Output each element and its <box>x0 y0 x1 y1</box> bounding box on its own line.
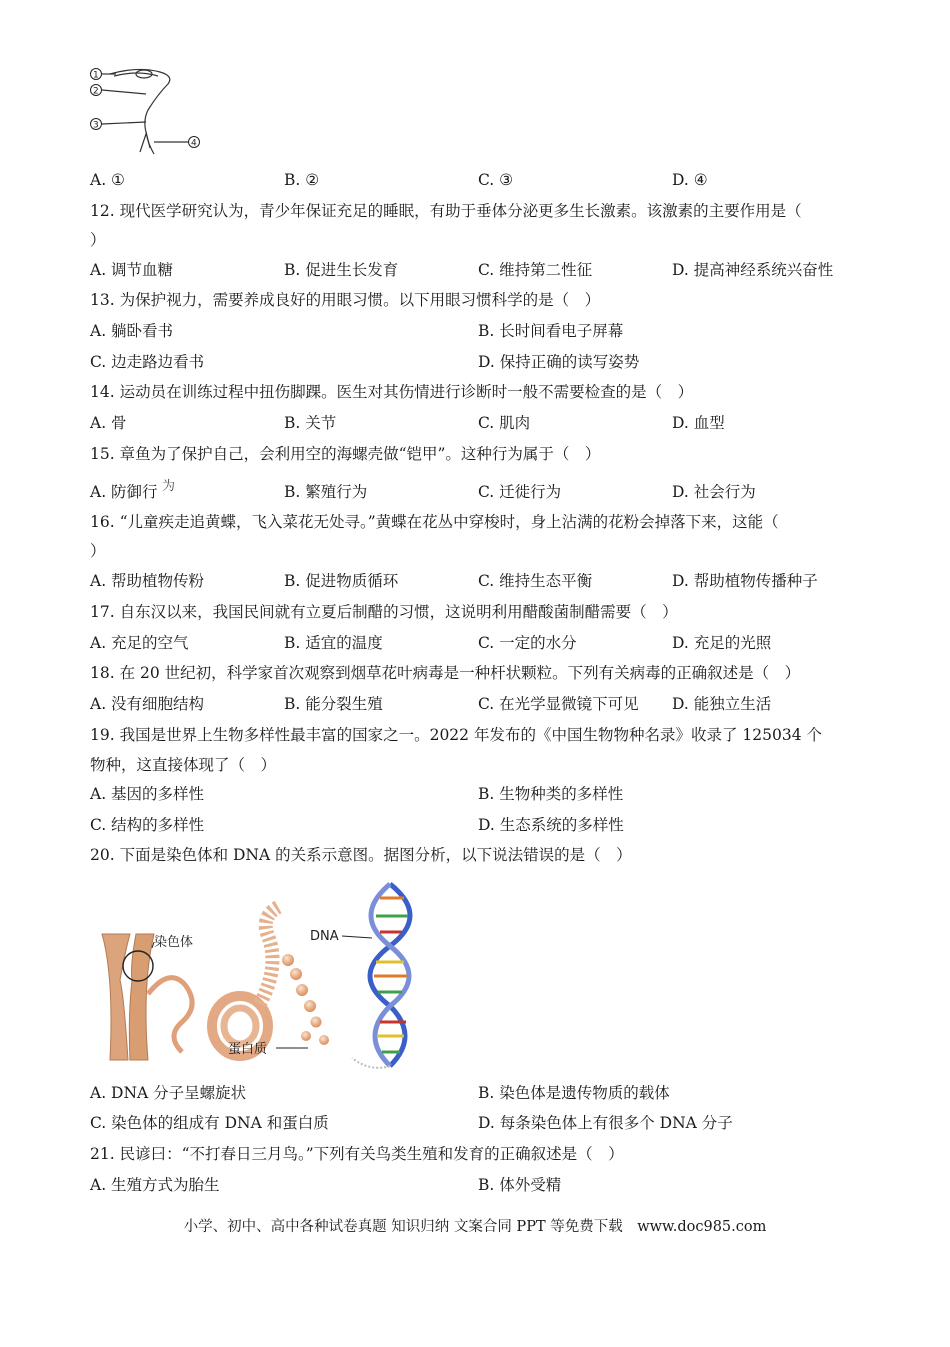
q13-option-b[interactable]: B. 长时间看电子屏幕 <box>478 322 624 340</box>
q13-option-a[interactable]: A. 躺卧看书 <box>90 322 174 340</box>
q20-option-c[interactable]: C. 染色体的组成有 DNA 和蛋白质 <box>90 1114 329 1132</box>
figure-label-4: 4 <box>191 138 197 149</box>
q18-option-c[interactable]: C. 在光学显微镜下可见 <box>478 695 639 713</box>
q16-option-d[interactable]: D. 帮助植物传播种子 <box>672 572 818 590</box>
q20-option-a[interactable]: A. DNA 分子呈螺旋状 <box>90 1084 247 1102</box>
q18-stem: 18. 在 20 世纪初，科学家首次观察到烟草花叶病毒是一种杆状颗粒。下列有关病毒的正确叙述是（ ） <box>90 664 801 682</box>
q12-option-b[interactable]: B. 促进生长发育 <box>284 261 399 279</box>
chromosome-label: 染色体 <box>154 935 194 950</box>
q14-option-c[interactable]: C. 肌肉 <box>478 414 531 432</box>
q14-option-d[interactable]: D. 血型 <box>672 414 725 432</box>
q14-stem: 14. 运动员在训练过程中扭伤脚踝。医生对其伤情进行诊断时一般不需要检查的是（ ） <box>90 383 694 401</box>
q19-option-d[interactable]: D. 生态系统的多样性 <box>478 816 624 834</box>
figure-label-3: 3 <box>93 120 99 131</box>
dna-label: DNA <box>310 929 339 944</box>
q20-stem: 20. 下面是染色体和 DNA 的关系示意图。据图分析，以下说法错误的是（ ） <box>90 846 632 864</box>
q19-option-c[interactable]: C. 结构的多样性 <box>90 816 205 834</box>
figure-label-2: 2 <box>93 86 99 97</box>
q12-stem-cont: ） <box>90 231 106 249</box>
q12-stem: 12. 现代医学研究认为，青少年保证充足的睡眠，有助于垂体分泌更多生长激素。该激素的主要作用是（ <box>90 202 802 220</box>
q11-option-c[interactable]: C. ③ <box>478 171 514 189</box>
q14-option-b[interactable]: B. 关节 <box>284 414 337 432</box>
q20-option-b[interactable]: B. 染色体是遗传物质的载体 <box>478 1084 670 1102</box>
q16-stem-cont: ） <box>90 542 106 560</box>
q13-stem: 13. 为保护视力，需要养成良好的用眼习惯。以下用眼习惯科学的是（ ） <box>90 291 601 309</box>
protein-label: 蛋白质 <box>228 1042 268 1057</box>
q17-stem: 17. 自东汉以来，我国民间就有立夏后制醋的习惯，这说明利用醋酸菌制醋需要（ ） <box>90 603 678 621</box>
q18-option-d[interactable]: D. 能独立生活 <box>672 695 772 713</box>
q17-option-c[interactable]: C. 一定的水分 <box>478 634 577 652</box>
q18-option-a[interactable]: A. 没有细胞结构 <box>90 695 205 713</box>
nucleosome-beads <box>282 954 329 1045</box>
q20-option-d[interactable]: D. 每条染色体上有很多个 DNA 分子 <box>478 1114 733 1132</box>
coiled-fiber <box>148 906 280 1056</box>
q15-stem: 15. 章鱼为了保护自己，会利用空的海螺壳做“铠甲”。这种行为属于（ ） <box>90 445 601 463</box>
chromosome-dna-figure <box>90 876 440 1076</box>
q11-option-a[interactable]: A. ① <box>90 171 125 189</box>
q21-option-b[interactable]: B. 体外受精 <box>478 1176 562 1194</box>
q16-option-a[interactable]: A. 帮助植物传粉 <box>90 572 205 590</box>
q16-stem: 16. “儿童疾走追黄蝶，飞入菜花无处寻。”黄蝶在花丛中穿梭时，身上沾满的花粉会掉落下来，这能（ <box>90 513 779 531</box>
q13-option-c[interactable]: C. 边走路边看书 <box>90 353 205 371</box>
q19-option-a[interactable]: A. 基因的多样性 <box>90 785 205 803</box>
q15-option-d[interactable]: D. 社会行为 <box>672 483 756 501</box>
q16-option-b[interactable]: B. 促进物质循环 <box>284 572 399 590</box>
chromosome-shape <box>102 934 154 1060</box>
q19-stem: 19. 我国是世界上生物多样性最丰富的国家之一。2022 年发布的《中国生物物种名录》收录了 125034 个 <box>90 726 822 744</box>
q12-option-c[interactable]: C. 维持第二性征 <box>478 261 593 279</box>
q15-option-a[interactable]: A. 防御行 <box>90 483 158 501</box>
dna-helix <box>352 884 410 1068</box>
q17-option-d[interactable]: D. 充足的光照 <box>672 634 772 652</box>
q15-option-b[interactable]: B. 繁殖行为 <box>284 483 368 501</box>
q13-option-d[interactable]: D. 保持正确的读写姿势 <box>478 353 640 371</box>
q12-option-a[interactable]: A. 调节血糖 <box>90 261 174 279</box>
q12-option-d[interactable]: D. 提高神经系统兴奋性 <box>672 261 834 279</box>
q19-option-b[interactable]: B. 生物种类的多样性 <box>478 785 624 803</box>
figure-label-1: 1 <box>93 70 99 81</box>
page-footer: 小学、初中、高中各种试卷真题 知识归纳 文案合同 PPT 等免费下载 www.doc985.com <box>183 1219 767 1235</box>
q21-option-a[interactable]: A. 生殖方式为胎生 <box>90 1176 220 1194</box>
q18-option-b[interactable]: B. 能分裂生殖 <box>284 695 383 713</box>
q15-stray-glyph: 为 <box>162 479 176 494</box>
q17-option-a[interactable]: A. 充足的空气 <box>90 634 189 652</box>
nerve-structure-figure <box>88 62 208 162</box>
q21-stem: 21. 民谚曰：“不打春日三月鸟。”下列有关鸟类生殖和发育的正确叙述是（ ） <box>90 1145 624 1163</box>
q14-option-a[interactable]: A. 骨 <box>90 414 127 432</box>
q16-option-c[interactable]: C. 维持生态平衡 <box>478 572 593 590</box>
q17-option-b[interactable]: B. 适宜的温度 <box>284 634 383 652</box>
q15-option-c[interactable]: C. 迁徙行为 <box>478 483 562 501</box>
q11-option-b[interactable]: B. ② <box>284 171 320 189</box>
q19-stem-cont: 物种，这直接体现了（ ） <box>90 756 277 774</box>
q11-option-d[interactable]: D. ④ <box>672 171 708 189</box>
